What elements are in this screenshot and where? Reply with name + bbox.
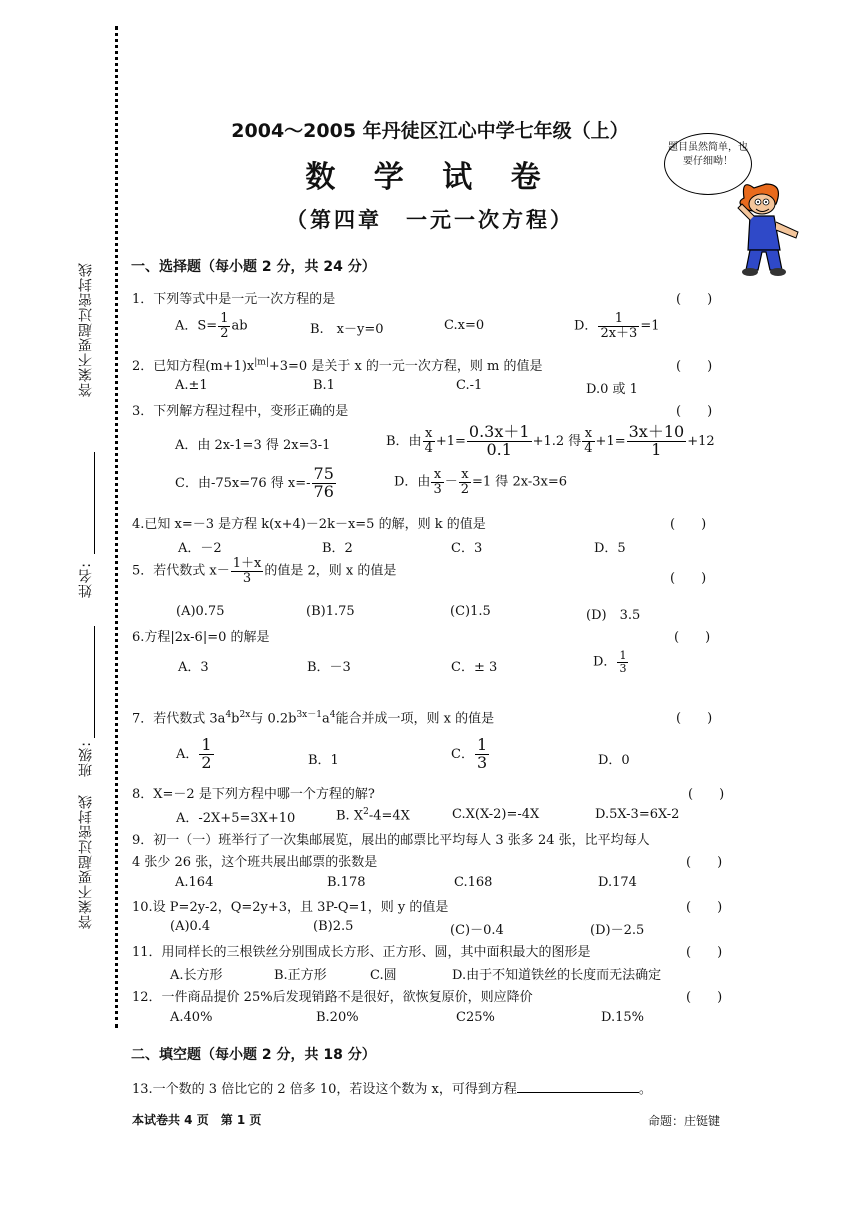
question-2-option-a: A.±1: [175, 378, 208, 393]
question-5-stem: 5．若代数式 x－ $\frac{1+x}{3}$ 的值是 2，则 x 的值是: [132, 556, 397, 586]
answer-paren: ( ): [686, 900, 723, 915]
question-1-option-d: D． $\frac{1}{2x+3}$ =1: [574, 311, 660, 341]
question-1-option-a: A．S= $\frac{1}{2}$ ab: [175, 311, 248, 341]
question-9-stem-line1: 9．初一（一）班举行了一次集邮展览，展出的邮票比平均每人 3 张多 24 张，比平均每人: [132, 833, 650, 848]
question-10-stem: 10.设 P=2y-2，Q=2y+3，且 3P-Q=1，则 y 的值是: [132, 900, 449, 915]
mascot-illustration: [736, 180, 816, 280]
question-6-option-d: D． $\frac{1}{3}$: [593, 649, 627, 675]
answer-paren: ( ): [686, 945, 723, 960]
question-12-option-b: B.20%: [316, 1010, 359, 1025]
answer-paren: ( ): [676, 711, 713, 726]
question-8-option-c: C.X(X-2)=-4X: [452, 807, 540, 822]
question-7-option-c: C． $\frac{1}{3}$: [451, 735, 488, 772]
answer-paren: ( ): [676, 359, 713, 374]
answer-paren: ( ): [686, 855, 723, 870]
question-2-stem: 2．已知方程$(m+1)x^{|m|}+3=0$ 是关于 x 的一元一次方程，则 m 的值是: [132, 357, 543, 374]
question-6-stem: 6.方程|2x-6|=0 的解是: [132, 630, 270, 645]
question-12-option-a: A.40%: [170, 1010, 213, 1025]
question-6-option-a: A．3: [178, 660, 209, 675]
question-9-option-a: A.164: [175, 875, 214, 890]
name-label: 姓名:: [78, 562, 94, 598]
question-1-option-b: B. x－y=0: [310, 322, 384, 337]
question-3-option-b: B．由 $\frac{x}{4}$ +1= $\frac{0.3x+1}{0.1}$ +1.2 得 $\frac{x}{4}$ +1= $\frac{3x+10}{1}$ +12: [386, 422, 715, 459]
question-7-option-d: D．0: [598, 753, 630, 768]
question-2-option-c: C.-1: [456, 378, 483, 393]
question-12-option-c: C25%: [456, 1010, 495, 1025]
question-3-option-a: A．由 2x-1=3 得 2x=3-1: [175, 438, 331, 453]
question-5-option-a: (A)0.75: [176, 604, 225, 619]
question-11-option-d: D.由于不知道铁丝的长度而无法确定: [452, 968, 662, 983]
question-8-option-a: A．-2X+5=3X+10: [176, 811, 296, 826]
answer-blank[interactable]: [517, 1079, 639, 1093]
question-3-stem: 3．下列解方程过程中，变形正确的是: [132, 404, 349, 419]
seal-note-top: 答案不要超过密封线: [78, 262, 94, 397]
question-1-option-c: C.x=0: [444, 318, 485, 333]
question-4-option-b: B．2: [322, 541, 353, 556]
question-8-option-d: D.5X-3=6X-2: [595, 807, 680, 822]
question-7-stem: 7．若代数式 $3a^4b^{2x}$与 $0.2b^{3x-1}a^4$能合并成一项，则 x 的值是: [132, 710, 495, 727]
question-9-option-c: C.168: [454, 875, 493, 890]
page-footer-left: 本试卷共 4 页 第 1 页: [132, 1113, 262, 1127]
question-5-option-d: (D) 3.5: [586, 608, 641, 623]
answer-paren: ( ): [676, 292, 713, 307]
question-5-option-b: (B)1.75: [306, 604, 355, 619]
question-9-option-d: D.174: [598, 875, 637, 890]
answer-paren: ( ): [688, 787, 725, 802]
question-12-stem: 12．一件商品提价 25%后发现销路不是很好，欲恢复原价，则应降价: [132, 990, 533, 1005]
answer-paren: ( ): [674, 630, 711, 645]
answer-paren: ( ): [670, 571, 707, 586]
section-2-title: 二、填空题（每小题 2 分，共 18 分）: [131, 1047, 376, 1063]
seal-note-bottom: 答案不要超过密封线: [78, 794, 94, 929]
question-10-option-d: (D)－2.5: [590, 923, 645, 938]
question-9-stem-line2: 4 张少 26 张，这个班共展出邮票的张数是: [132, 855, 378, 870]
question-11-stem: 11．用同样长的三根铁丝分别围成长方形、正方形、圆，其中面积最大的图形是: [132, 945, 591, 960]
question-11-option-c: C.圆: [370, 968, 397, 983]
exam-subject: 数 学 试 卷: [305, 160, 555, 195]
question-8-stem: 8．X=－2 是下列方程中哪一个方程的解?: [132, 787, 375, 802]
answer-paren: ( ): [670, 517, 707, 532]
class-label: 班级:: [78, 741, 94, 777]
question-7-option-b: B．1: [308, 753, 339, 768]
exam-chapter: （第四章 一元一次方程）: [286, 207, 574, 232]
question-6-option-b: B．－3: [307, 660, 351, 675]
question-4-option-c: C．3: [451, 541, 483, 556]
question-6-option-c: C．± 3: [451, 660, 498, 675]
question-7-option-a: A． $\frac{1}{2}$: [176, 735, 212, 772]
question-3-option-d: D．由 $\frac{x}{3}$ － $\frac{x}{2}$ =1 得 2x-3x=6: [394, 467, 567, 497]
question-10-option-b: (B)2.5: [313, 919, 354, 934]
bubble-text: 题目虽然简单，也要仔细呦！: [668, 142, 748, 167]
answer-paren: ( ): [676, 404, 713, 419]
question-4-option-a: A．－2: [178, 541, 222, 556]
question-3-option-c: C．由-75x=76 得 x=- $\frac{75}{76}$: [175, 464, 334, 501]
question-9-option-b: B.178: [327, 875, 366, 890]
question-1-stem: 1．下列等式中是一元一次方程的是: [132, 292, 336, 307]
question-11-option-a: A.长方形: [170, 968, 223, 983]
answer-paren: ( ): [686, 990, 723, 1005]
question-4-option-d: D．5: [594, 541, 626, 556]
question-2-option-d: D.0 或 1: [586, 382, 638, 397]
question-10-option-a: (A)0.4: [170, 919, 211, 934]
exam-title: 2004～2005 年丹徒区江心中学七年级（上）: [231, 120, 629, 142]
page-footer-author: 命题：庄铤键: [648, 1114, 721, 1128]
section-1-title: 一、选择题（每小题 2 分，共 24 分）: [131, 259, 376, 275]
question-8-option-b: B. $X^2-4=4X$: [336, 807, 410, 824]
question-4-stem: 4.已知 x=－3 是方程 k(x+4)－2k－x=5 的解，则 k 的值是: [132, 517, 486, 532]
question-10-option-c: (C)－0.4: [450, 923, 504, 938]
question-13-stem: 13.一个数的 3 倍比它的 2 倍多 10，若设这个数为 x，可得到方程 。: [132, 1078, 652, 1097]
question-12-option-d: D.15%: [601, 1010, 644, 1025]
question-2-option-b: B.1: [313, 378, 335, 393]
question-5-option-c: (C)1.5: [450, 604, 491, 619]
class-blank-line: [94, 626, 95, 738]
name-blank-line: [94, 452, 95, 554]
question-11-option-b: B.正方形: [274, 968, 327, 983]
